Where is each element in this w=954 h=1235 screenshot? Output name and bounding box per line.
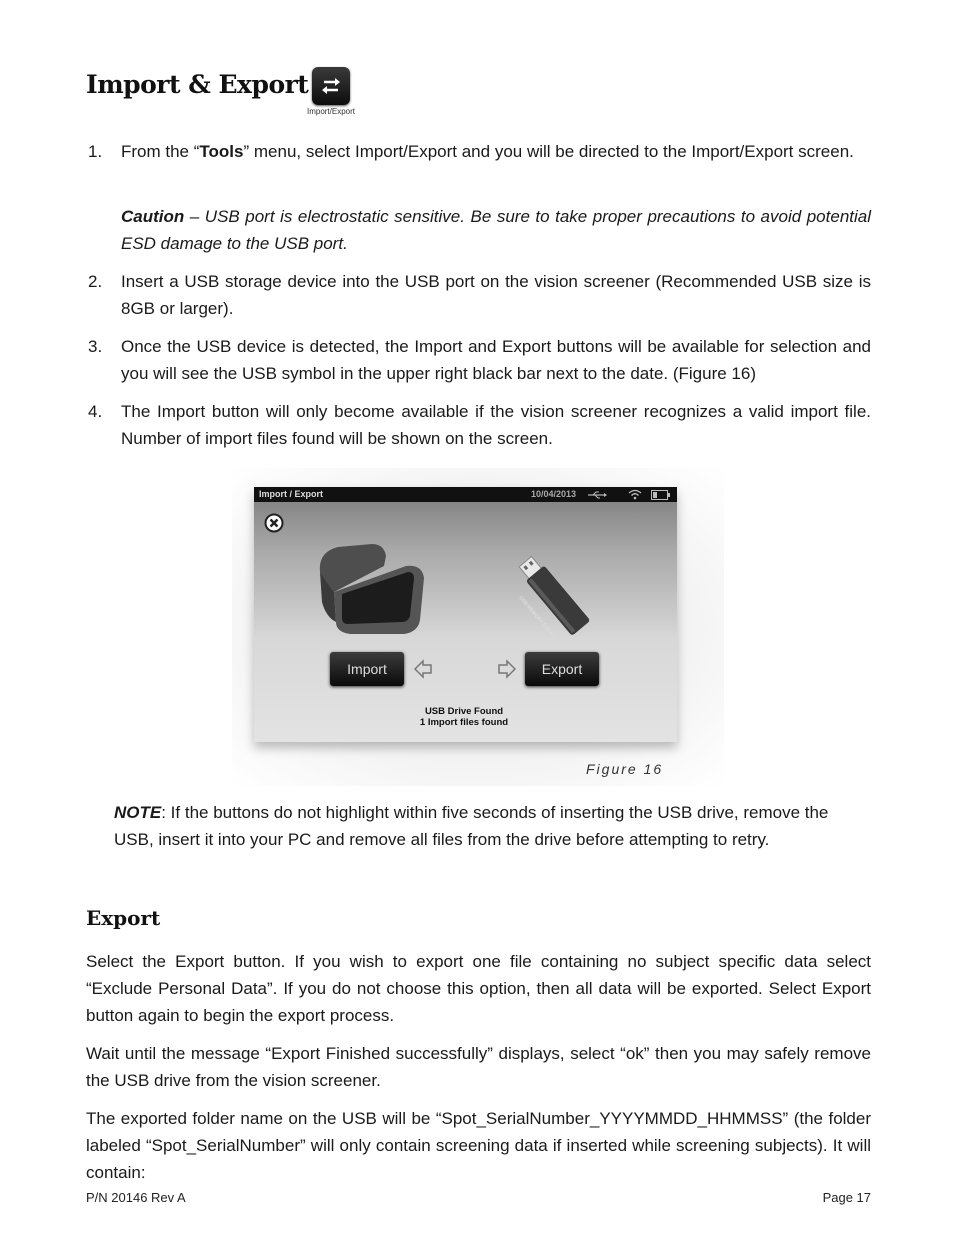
export-paragraph: Select the Export button. If you wish to export one file containing no subject specific data select “Exclude Personal Data”. If you do not choose this option, then all data will be exported. Select Export button again to begin the export process. xyxy=(86,952,871,1025)
usb-stick-label: USB MEMORY STICK xyxy=(517,595,555,638)
page-title: Import & Export xyxy=(86,70,309,99)
step-number: 4. xyxy=(88,402,103,421)
import-button[interactable]: Import xyxy=(330,652,404,686)
screen-top-bar xyxy=(254,487,677,502)
caution-note: Caution – USB port is electrostatic sensitive. Be sure to take proper precautions to avoid potential ESD damage to the USB port. xyxy=(121,207,871,253)
tools-menu-name: Tools xyxy=(199,142,244,161)
footer-page-number: Page 17 xyxy=(822,1190,871,1205)
arrow-left-icon xyxy=(413,659,433,679)
step-number: 3. xyxy=(88,337,103,356)
export-paragraph: The exported folder name on the USB will be “Spot_SerialNumber_YYYYMMDD_HHMMSS” (the folder labeled “Spot_SerialNumber” will only contain screening data if inserted while screening subjects). It will contain: xyxy=(86,1109,871,1182)
import-export-tool-icon xyxy=(312,67,350,105)
step-1-text: From the “Tools” menu, select Import/Export and you will be directed to the Import/Export screen. xyxy=(121,142,854,161)
battery-icon xyxy=(651,490,671,500)
usb-status: USB Drive Found 1 Import files found xyxy=(419,706,509,728)
vision-screener-device-image xyxy=(314,542,434,637)
usb-icon xyxy=(587,490,607,500)
screen-title: Import / Export xyxy=(259,489,324,499)
step-number: 1. xyxy=(88,142,103,161)
export-button[interactable]: Export xyxy=(525,652,599,686)
footer-part-number: P/N 20146 Rev A xyxy=(86,1190,186,1205)
usb-stick-image xyxy=(516,547,596,637)
caution-label: Caution xyxy=(121,207,185,226)
step-number: 2. xyxy=(88,272,103,291)
tool-icon-caption: Import/Export xyxy=(306,107,355,116)
wifi-icon xyxy=(628,489,642,500)
note-paragraph: NOTE: If the buttons do not highlight within five seconds of inserting the USB drive, remove the USB, insert it into your PC and remove all files from the drive before attempting to retry. xyxy=(114,803,829,849)
close-icon[interactable] xyxy=(264,513,284,533)
screen-date: 10/04/2013 xyxy=(531,489,577,499)
swap-arrows-icon xyxy=(312,67,350,105)
step-4-text: The Import button will only become available if the vision screener recognizes a valid import file. Number of import files found will be shown on the screen. xyxy=(121,402,871,448)
arrow-right-icon xyxy=(497,659,517,679)
step-2-text: Insert a USB storage device into the USB port on the vision screener (Recommended USB size is 8GB or larger). xyxy=(121,272,871,318)
device-screen xyxy=(254,487,677,742)
export-paragraph: Wait until the message “Export Finished successfully” displays, select “ok” then you may safely remove the USB drive from the vision screener. xyxy=(86,1044,871,1090)
figure-caption: Figure 16 xyxy=(586,761,664,777)
export-heading: Export xyxy=(86,906,161,930)
step-3-text: Once the USB device is detected, the Import and Export buttons will be available for selection and you will see the USB symbol in the upper right black bar next to the date. (Figure 16) xyxy=(121,337,871,383)
note-label: NOTE xyxy=(114,803,162,822)
